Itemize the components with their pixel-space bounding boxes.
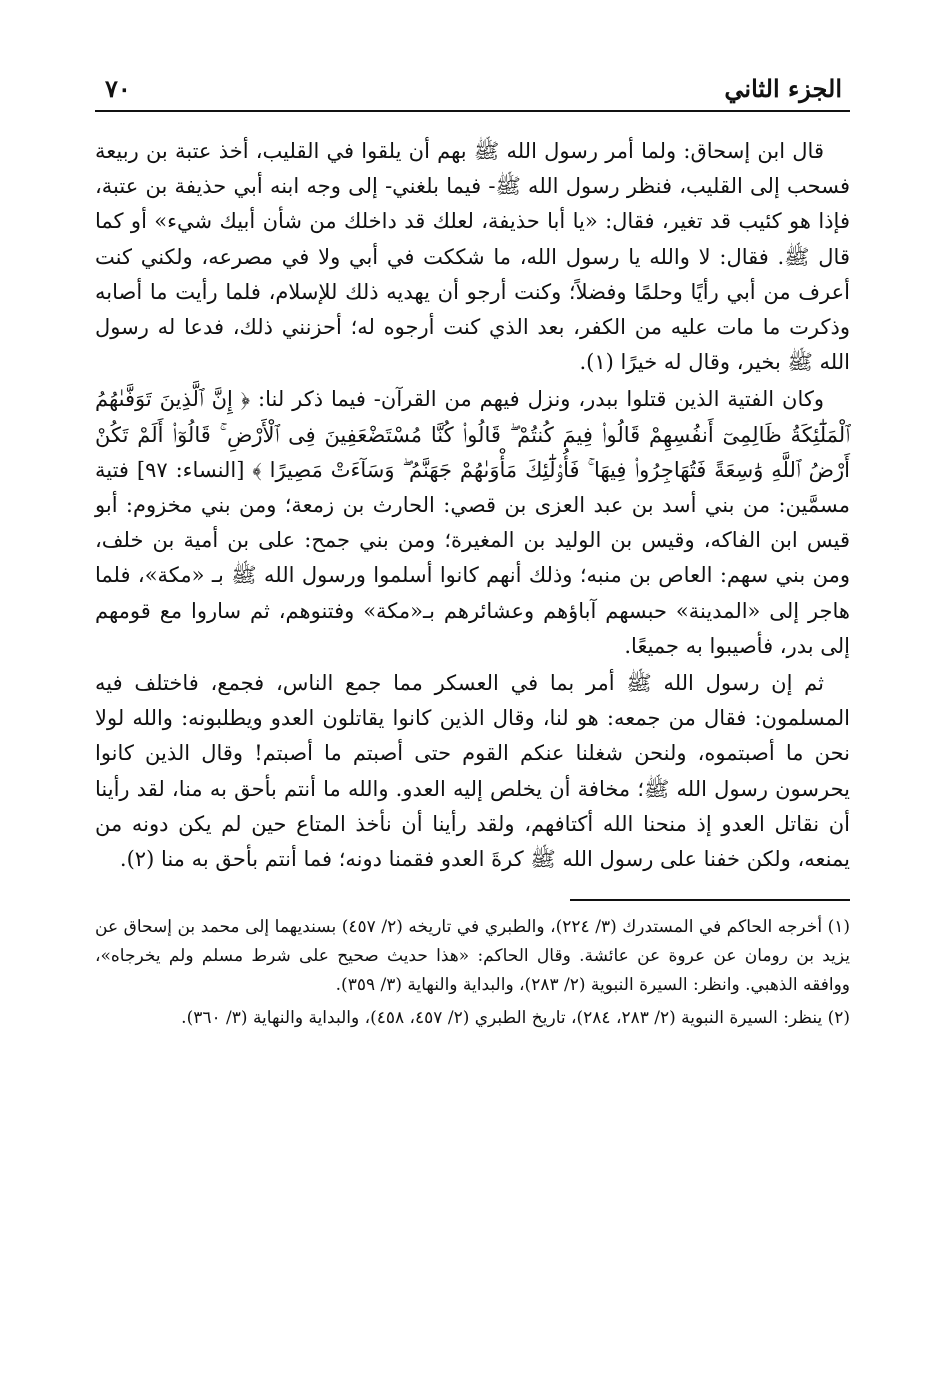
book-page <box>95 60 850 1033</box>
paragraph: وكان الفتية الذين قتلوا ببدر، ونزل فيهم من القرآن- فيما ذكر لنا: ﴿ إِنَّ ٱلَّذِينَ تَوَفَّىٰهُمُ ٱلْمَلَٰٓئِكَةُ ظَالِمِىٓ أَنفُسِهِمْ قَالُوا۟ فِيمَ كُنتُمْ ۖ قَالُوا۟ كُنَّا مُسْتَضْعَفِينَ فِى ٱلْأَرْضِ ۚ قَالُوٓا۟ أَلَمْ تَكُنْ أَرْضُ ٱللَّهِ وَٰسِعَةً فَتُهَاجِرُوا۟ فِيهَا ۚ فَأُو۟لَٰٓئِكَ مَأْوَىٰهُمْ جَهَنَّمُ ۖ وَسَآءَتْ مَصِيرًا ﴾ [النساء: ٩٧] فتية مسمَّين: من بني أسد بن عبد العزى بن قصي: الحارث بن زمعة؛ ومن بني مخزوم: أبو قيس ابن الفاكه، وقيس بن الوليد بن المغيرة؛ ومن بني جمح: على بن أمية بن خلف، ومن بني سهم: العاص بن منبه؛ وذلك أنهم كانوا أسلموا ورسول الله ﷺ بـ «مكة»، فلما هاجر إلى «المدينة» حبسهم آباؤهم وعشائرهم بـ«مكة» وفتنوهم، ثم ساروا مع قومهم إلى بدر، فأصيبوا به جميعًا. <box>95 387 850 658</box>
footnote: (١) أخرجه الحاكم في المستدرك (٣/ ٢٢٤)، والطبري في تاريخه (٢/ ٤٥٧) بسنديهما إلى محمد بن إسحاق عن يزيد بن رومان عن عروة عن عائشة. وقال الحاكم: «هذا حديث صحيح على شرط مسلم ولم يخرجاه»، ووافقه الذهبي. وانظر: السيرة النبوية (٢/ ٢٨٣)، والبداية والنهاية (٣/ ٣٥٩). <box>95 917 850 996</box>
running-title: الجزء الثاني <box>724 74 842 103</box>
main-text <box>95 112 850 877</box>
page-number: ٧٠ <box>105 74 131 103</box>
paragraph: قال ابن إسحاق: ولما أمر رسول الله ﷺ بهم أن يلقوا في القليب، أخذ عتبة بن ربيعة فسحب إلى القليب، فنظر رسول الله ﷺ- فيما بلغني- إلى وجه ابنه أبي حذيفة بن عتبة، فإذا هو كئيب قد تغير، فقال: «يا أبا حذيفة، لعلك قد داخلك من شأن أبيك شيء» أو كما قال ﷺ. فقال: لا والله يا رسول الله، ما شككت في أبي ولا في مصرعه، ولكني كنت أعرف من أبي رأيًا وحلمًا وفضلاً؛ وكنت أرجو أن يهديه ذلك للإسلام، فلما رأيت ما أصابه وذكرت ما مات عليه من الكفر، بعد الذي كنت أرجوه له؛ أحزنني ذلك، فدعا له رسول الله ﷺ بخير، وقال له خيرًا (١). <box>95 139 850 375</box>
footnote-divider <box>570 899 850 901</box>
footnotes-section <box>95 899 850 1033</box>
page-header <box>95 60 850 112</box>
footnote: (٢) ينظر: السيرة النبوية (٢/ ٢٨٣، ٢٨٤)، تاريخ الطبري (٢/ ٤٥٧، ٤٥٨)، والبداية والنهاية (٣/ ٣٦٠). <box>181 1008 850 1029</box>
paragraph: ثم إن رسول الله ﷺ أمر بما في العسكر مما جمع الناس، فجمع، فاختلف فيه المسلمون: فقال من جمعه: هو لنا، وقال الذين كانوا يقاتلون العدو ويطلبونه: والله لولا نحن ما أصبتموه، ولنحن شغلنا عنكم القوم حتى أصبتم ما أصبتم! وقال الذين كانوا يحرسون رسول الله ﷺ؛ مخافة أن يخلص إليه العدو. والله ما أنتم بأحق به منا، لقد رأينا أن نقاتل العدو إذ منحنا الله أكتافهم، ولقد رأينا أن نأخذ المتاع حين لم يكن دونه من يمنعه، ولكن خفنا على رسول الله ﷺ كرةَ العدو فقمنا دونه؛ فما أنتم بأحق به منا (٢). <box>95 671 850 872</box>
